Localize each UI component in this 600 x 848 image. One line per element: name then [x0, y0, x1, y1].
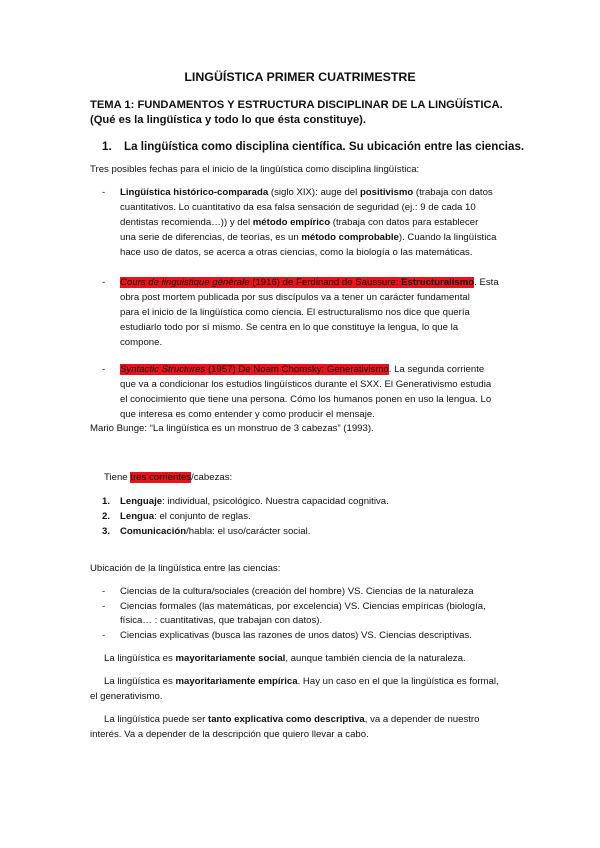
science-item-2: Ciencias formales (las matemáticas, por excelencia) VS. Ciencias empíricas (biología, [120, 601, 486, 612]
paragraph-explicativa: La lingüística puede ser tanto explicativa como descriptiva, va a depender de nuestro [104, 714, 480, 725]
science-item-1: Ciencias de la cultura/sociales (creación del hombre) VS. Ciencias de la naturaleza [120, 586, 474, 597]
list-dash: - [102, 187, 106, 198]
document-title: LINGÜÍSTICA PRIMER CUATRIMESTRE [184, 70, 416, 84]
item3-line4: que interesa es como entender y como producir el mensaje. [120, 409, 375, 420]
list-dash: - [102, 586, 106, 597]
ubicacion-heading: Ubicación de la lingüística entre las ciencias: [90, 563, 281, 574]
list-number: 3. [102, 526, 111, 537]
intro-paragraph: Tres posibles fechas para el inicio de la lingüística como disciplina lingüística: [90, 164, 420, 175]
head-item-lenguaje: Lenguaje: individual, psicológico. Nuestra capacidad cognitiva. [120, 496, 389, 507]
item3-line2: que va a condicionar los estudios lingüísticos durante el SXX. El Generativismo estudia [120, 379, 492, 390]
head-item-comunicacion: Comunicación/habla: el uso/carácter social. [120, 526, 311, 537]
item3-line1: Syntactic Structures (1957) De Noam Chomsky: Generativismo. La segunda corriente [120, 364, 485, 375]
tiene-line: Tiene tres corrientes/cabezas: [104, 472, 233, 483]
section-title: La lingüística como disciplina científica. Su ubicación entre las ciencias. [124, 140, 525, 153]
item1-line1: Lingüística histórico-comparada (siglo XIX): auge del positivismo (trabaja con datos [120, 187, 493, 198]
item2-line5: compone. [120, 337, 163, 348]
science-item-2-cont: física… : cuantitativas, que trabajan con datos). [120, 615, 323, 626]
paragraph-empirica: La lingüística es mayoritariamente empírica. Hay un caso en el que la lingüística es formal, [104, 676, 499, 687]
item2-line1: Cours de linguistique générale (1916) de Ferdinand de Saussure: Estructuralismo. Esta [120, 277, 499, 288]
paragraph-empirica-cont: el generativismo. [90, 691, 163, 702]
list-number: 2. [102, 511, 111, 522]
item1-line3: dentistas recomienda…)) y del método empírico (trabaja con datos para establecer [120, 217, 479, 228]
section-number: 1. [102, 140, 112, 153]
list-number: 1. [102, 496, 111, 507]
head-item-lengua: Lengua: el conjunto de reglas. [120, 511, 251, 522]
item2-line2: obra post mortem publicada por sus discípulos va a tener un carácter fundamental [120, 292, 470, 303]
paragraph-explicativa-cont: interés. Va a depender de la descripción que quiero llevar a cabo. [90, 729, 369, 740]
list-dash: - [102, 277, 106, 288]
item1-line4: una serie de diferencias, de teorías, es un método comprobable). Cuando la lingüística [120, 232, 497, 243]
science-item-3: Ciencias explicativas (busca las razones de unos datos) VS. Ciencias descriptivas. [120, 630, 472, 641]
paragraph-social: La lingüística es mayoritariamente social, aunque también ciencia de la naturaleza. [104, 653, 466, 664]
item1-line2: cuantitativos. Lo cuantitativo da esa falsa sensación de seguridad (ej.: 9 de cada 10 [120, 202, 476, 213]
topic-heading: TEMA 1: FUNDAMENTOS Y ESTRUCTURA DISCIPLINAR DE LA LINGÜÍSTICA. (Qué es la lingüística y todo lo que ésta constituye). [90, 99, 503, 126]
list-dash: - [102, 601, 106, 612]
item1-line5: hace uso de datos, se acerca a otras ciencias, como la biología o las matemáticas. [120, 247, 473, 258]
list-dash: - [102, 630, 106, 641]
item2-line4: estudiarlo todo por sí mismo. Se centra en lo que constituye la lengua, lo que la [120, 322, 459, 333]
list-dash: - [102, 364, 106, 375]
section-heading [102, 140, 524, 153]
item3-line3: el conocimiento que tiene una persona. Cómo los humanos ponen en uso la lengua. Lo [120, 394, 492, 405]
bunge-quote: Mario Bunge: “La lingüística es un monstruo de 3 cabezas” (1993). [90, 423, 374, 434]
item2-line3: para el inicio de la lingüística como ciencia. El estructuralismo nos dice que quería [120, 307, 470, 318]
